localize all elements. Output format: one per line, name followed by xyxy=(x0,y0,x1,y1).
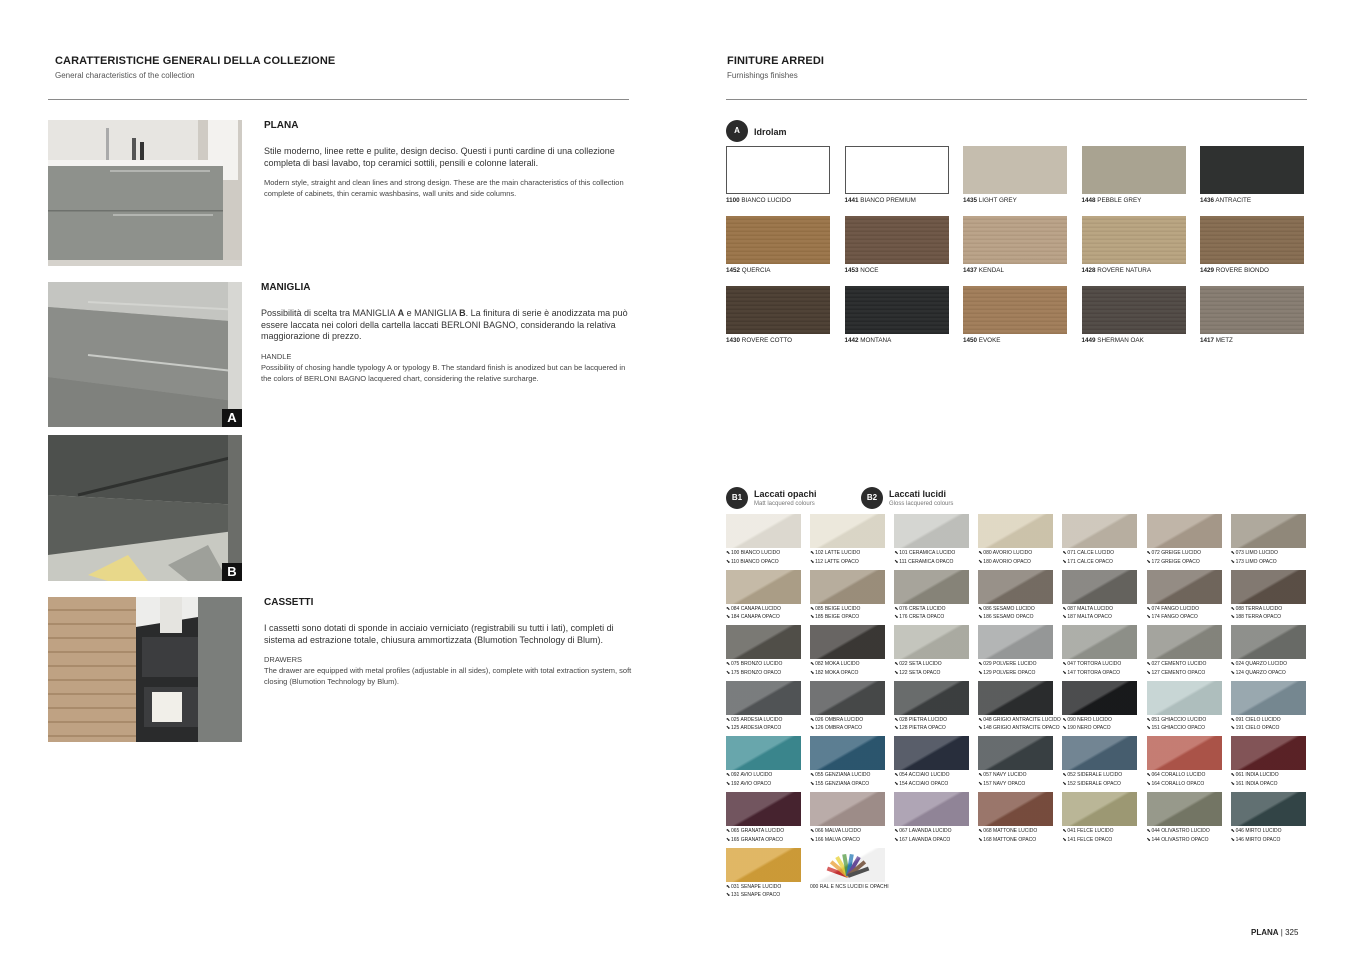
gloss-icon: ⬉ xyxy=(894,716,899,723)
matt-icon: ⬊ xyxy=(894,669,899,676)
handle-a-badge: A xyxy=(222,409,242,427)
laccato-swatch-label: ⬉051 GHIACCIO LUCIDO ⬊151 GHIACCIO OPACO xyxy=(1146,716,1207,732)
laccato-swatch-label: ⬉057 NAVY LUCIDO ⬊157 NAVY OPACO xyxy=(978,772,1027,787)
laccato-swatch-label: ⬉061 INDIA LUCIDO ⬊161 INDIA OPACO xyxy=(1230,772,1279,787)
gloss-icon: ⬉ xyxy=(978,550,983,556)
gloss-icon: ⬉ xyxy=(1146,716,1151,723)
laccato-swatch-label: ⬉088 TERRA LUCIDO ⬊188 TERRA OPACO xyxy=(1230,605,1283,621)
gloss-icon: ⬉ xyxy=(726,772,731,779)
laccato-swatch-label: ⬉024 QUARZO LUCIDO ⬊124 QUARZO OPACO xyxy=(1230,661,1287,676)
matt-icon: ⬊ xyxy=(726,780,731,787)
gloss-icon: ⬉ xyxy=(810,828,815,834)
laccato-swatch xyxy=(978,514,1053,548)
left-divider xyxy=(48,99,629,100)
matt-icon: ⬊ xyxy=(894,780,899,787)
laccato-swatch xyxy=(1231,570,1306,604)
matt-icon: ⬊ xyxy=(1062,614,1067,621)
matt-icon: ⬊ xyxy=(1230,725,1235,732)
idrolam-swatch-label: 1430 ROVERE COTTO xyxy=(726,337,793,344)
maniglia-text-en: HANDLE Possibility of chosing handle typology A or typology B. The standard finish is anodized but can be lacquered in the colors of BERLONI BAGNO lacquered chart, considering the relative surcharge. xyxy=(261,351,626,383)
gloss-icon: ⬉ xyxy=(1146,550,1151,556)
laccato-swatch-label: ⬉076 CRETA LUCIDO ⬊176 CRETA OPACO xyxy=(894,605,946,621)
laccato-swatch xyxy=(1147,570,1222,604)
laccato-swatch xyxy=(894,514,969,548)
gloss-icon: ⬉ xyxy=(726,661,731,668)
gloss-icon: ⬉ xyxy=(1062,661,1067,668)
gloss-icon: ⬉ xyxy=(978,716,983,723)
gloss-icon: ⬉ xyxy=(726,828,731,834)
matt-icon: ⬊ xyxy=(894,558,899,565)
gloss-icon: ⬉ xyxy=(1146,772,1151,779)
gloss-icon: ⬉ xyxy=(978,661,983,668)
laccato-swatch-label: ⬉066 MALVA LUCIDO ⬊166 MALVA OPACO xyxy=(810,828,862,843)
idrolam-swatch-label: 1100 BIANCO LUCIDO xyxy=(726,197,792,204)
matt-icon: ⬊ xyxy=(726,725,731,732)
matt-icon: ⬊ xyxy=(1062,780,1067,787)
idrolam-swatch-label: 1417 METZ xyxy=(1200,337,1233,344)
laccato-swatch-label: ⬉048 GRIGIO ANTRACITE LUCIDO ⬊148 GRIGIO ANTRACITE OPACO xyxy=(978,716,1061,732)
idrolam-swatch-label: 1429 ROVERE BIONDO xyxy=(1200,267,1269,274)
laccato-swatch xyxy=(894,736,969,770)
gloss-icon: ⬉ xyxy=(978,605,983,612)
matt-icon: ⬊ xyxy=(1230,669,1235,676)
gloss-icon: ⬉ xyxy=(1062,772,1067,779)
gloss-icon: ⬉ xyxy=(1062,716,1067,723)
group-b1-badge: B1 xyxy=(726,487,748,509)
laccato-swatch xyxy=(978,625,1053,659)
laccato-swatch-label: ⬉071 CALCE LUCIDO ⬊171 CALCE OPACO xyxy=(1062,550,1115,565)
laccato-swatch xyxy=(810,514,885,548)
laccato-swatch xyxy=(894,681,969,715)
laccato-swatch xyxy=(726,848,801,882)
matt-icon: ⬊ xyxy=(1230,836,1235,843)
laccato-swatch xyxy=(1062,570,1137,604)
idrolam-swatch xyxy=(726,146,830,194)
laccato-swatch-label: ⬉086 SESAMO LUCIDO ⬊186 SESAMO OPACO xyxy=(978,605,1035,621)
gloss-icon: ⬉ xyxy=(810,605,815,612)
gloss-icon: ⬉ xyxy=(726,605,731,612)
idrolam-swatch xyxy=(963,216,1067,264)
ral-ncs-swatch xyxy=(810,848,885,882)
gloss-icon: ⬉ xyxy=(894,661,899,668)
gloss-icon: ⬉ xyxy=(1062,828,1067,834)
handle-b-photo xyxy=(48,435,242,581)
matt-icon: ⬊ xyxy=(726,836,731,843)
laccato-swatch-label: ⬉084 CANAPA LUCIDO ⬊184 CANAPA OPACO xyxy=(726,605,781,621)
laccato-swatch-label: ⬉044 OLIVASTRO LUCIDO ⬊144 OLIVASTRO OPACO xyxy=(1146,828,1210,843)
laccato-swatch-label: ⬉065 GRANATA LUCIDO ⬊165 GRANATA OPACO xyxy=(726,828,785,843)
maniglia-heading: MANIGLIA xyxy=(261,282,311,293)
gloss-icon: ⬉ xyxy=(978,828,983,834)
laccato-swatch xyxy=(1147,681,1222,715)
laccato-swatch-label: ⬉028 PIETRA LUCIDO ⬊128 PIETRA OPACO xyxy=(894,716,947,732)
laccato-swatch xyxy=(810,792,885,826)
idrolam-swatch-label: 1441 BIANCO PREMIUM xyxy=(844,197,916,204)
gloss-icon: ⬉ xyxy=(810,550,815,556)
laccato-swatch xyxy=(1147,625,1222,659)
idrolam-swatch-label: 1452 QUERCIA xyxy=(726,267,771,274)
laccato-swatch-label: ⬉100 BIANCO LUCIDO ⬊110 BIANCO OPACO xyxy=(726,550,781,565)
cassetti-text-en: DRAWERS The drawer are equipped with metal profiles (adjustable in all sides), complete with total extraction system, soft closing (Blumotion Technology by Blum). xyxy=(264,655,632,686)
matt-icon: ⬊ xyxy=(810,558,815,565)
gloss-icon: ⬉ xyxy=(1230,661,1235,668)
group-b2-subtitle: Gloss lacquered colours xyxy=(889,501,954,507)
idrolam-swatch xyxy=(845,146,949,194)
gloss-icon: ⬉ xyxy=(1230,772,1235,779)
matt-icon: ⬊ xyxy=(978,558,983,565)
laccato-swatch xyxy=(726,681,801,715)
handle-b-badge: B xyxy=(222,563,242,581)
idrolam-swatch xyxy=(1200,286,1304,334)
gloss-icon: ⬉ xyxy=(894,605,899,612)
idrolam-swatch-label: 1448 PEBBLE GREY xyxy=(1081,197,1142,204)
matt-icon: ⬊ xyxy=(810,614,815,621)
laccato-swatch-label: ⬉041 FELCE LUCIDO ⬊141 FELCE OPACO xyxy=(1062,828,1114,843)
laccato-swatch-label: ⬉101 CERAMICA LUCIDO ⬊111 CERAMICA OPACO xyxy=(894,550,956,565)
matt-icon: ⬊ xyxy=(810,669,815,676)
maniglia-block xyxy=(261,282,631,384)
matt-icon: ⬊ xyxy=(1146,669,1151,676)
gloss-icon: ⬉ xyxy=(810,661,815,668)
laccato-swatch xyxy=(1062,792,1137,826)
idrolam-swatch xyxy=(845,216,949,264)
laccato-swatch-label: ⬉082 MOKA LUCIDO ⬊182 MOKA OPACO xyxy=(810,661,860,676)
laccato-swatch xyxy=(1231,736,1306,770)
gloss-icon: ⬉ xyxy=(894,772,899,779)
laccato-swatch xyxy=(810,625,885,659)
laccato-swatch xyxy=(1231,792,1306,826)
laccato-swatch xyxy=(1062,681,1137,715)
matt-icon: ⬊ xyxy=(726,558,731,565)
laccato-swatch xyxy=(1231,681,1306,715)
laccato-swatch xyxy=(978,570,1053,604)
gloss-icon: ⬉ xyxy=(1146,828,1151,834)
laccato-swatch xyxy=(726,792,801,826)
gloss-icon: ⬉ xyxy=(1062,550,1067,556)
laccato-swatch-label: ⬉087 MALTA LUCIDO ⬊187 MALTA OPACO xyxy=(1062,605,1114,621)
group-b2-title: Laccati lucidi xyxy=(889,489,947,499)
gloss-icon: ⬉ xyxy=(1146,605,1151,612)
matt-icon: ⬊ xyxy=(1146,725,1151,732)
idrolam-swatch xyxy=(963,286,1067,334)
plana-heading: PLANA xyxy=(264,120,299,131)
matt-icon: ⬊ xyxy=(894,836,899,843)
laccato-swatch-label: ⬉090 NERO LUCIDO ⬊190 NERO OPACO xyxy=(1062,716,1112,732)
matt-icon: ⬊ xyxy=(978,614,983,621)
laccato-swatch-label: ⬉073 LIMO LUCIDO ⬊173 LIMO OPACO xyxy=(1230,550,1278,565)
laccato-swatch xyxy=(726,625,801,659)
matt-icon: ⬊ xyxy=(1146,614,1151,621)
matt-icon: ⬊ xyxy=(894,725,899,732)
idrolam-swatch-label: 1435 LIGHT GREY xyxy=(963,197,1017,204)
laccato-swatch-label: ⬉074 FANGO LUCIDO ⬊174 FANGO OPACO xyxy=(1146,605,1200,621)
laccato-swatch xyxy=(1062,736,1137,770)
gloss-icon: ⬉ xyxy=(1062,605,1067,612)
gloss-icon: ⬉ xyxy=(894,550,899,556)
idrolam-swatch xyxy=(1082,286,1186,334)
laccato-swatch-label: ⬉026 OMBRA LUCIDO ⬊126 OMBRA OPACO xyxy=(810,716,864,732)
cassetti-photo xyxy=(48,597,242,742)
group-a-badge: A xyxy=(726,120,748,142)
laccato-swatch-label: ⬉025 ARDESIA LUCIDO ⬊125 ARDESIA OPACO xyxy=(726,716,783,732)
laccato-swatch-label: ⬉031 SENAPE LUCIDO ⬊131 SENAPE OPACO xyxy=(726,883,782,899)
laccato-swatch xyxy=(726,736,801,770)
gloss-icon: ⬉ xyxy=(726,716,731,723)
matt-icon: ⬊ xyxy=(1146,780,1151,787)
laccato-swatch xyxy=(726,514,801,548)
idrolam-swatch-label: 1449 SHERMAN OAK xyxy=(1081,337,1144,344)
left-section-subtitle: General characteristics of the collection xyxy=(55,71,195,80)
laccato-swatch xyxy=(978,736,1053,770)
idrolam-swatch xyxy=(1082,146,1186,194)
gloss-icon: ⬉ xyxy=(1146,661,1151,668)
cassetti-text-it: I cassetti sono dotati di sponde in acciaio verniciato (registrabili su tutti i lati), completi di sistema ad estrazione totale, chiusura ammortizzata (Blumotion Technology di Blum). xyxy=(264,623,614,645)
ral-ncs-label: 000 RAL E NCS LUCIDI E OPACHI xyxy=(810,884,889,890)
laccato-swatch xyxy=(1062,625,1137,659)
matt-icon: ⬊ xyxy=(726,614,731,621)
plana-photo xyxy=(48,120,242,266)
laccato-swatch xyxy=(978,681,1053,715)
matt-icon: ⬊ xyxy=(1230,558,1235,565)
group-b1-subtitle: Matt lacquered colours xyxy=(754,501,815,507)
matt-icon: ⬊ xyxy=(810,836,815,843)
laccato-swatch-label: ⬉047 TORTORA LUCIDO ⬊147 TORTORA OPACO xyxy=(1062,661,1122,676)
right-section-title: FINITURE ARREDI xyxy=(727,55,825,67)
matt-icon: ⬊ xyxy=(1230,780,1235,787)
plana-text-en: Modern style, straight and clean lines and strong design. These are the main characteristics of this collection complete of cabinets, thin ceramic washbasins, wall units and side columns. xyxy=(264,178,624,198)
laccato-swatch xyxy=(894,570,969,604)
idrolam-swatch xyxy=(963,146,1067,194)
laccato-swatch-label: ⬉085 BEIGE LUCIDO ⬊185 BEIGE OPACO xyxy=(810,605,861,621)
matt-icon: ⬊ xyxy=(1230,614,1235,621)
laccato-swatch xyxy=(810,570,885,604)
laccato-swatch-label: ⬉072 GREIGE LUCIDO ⬊172 GREIGE OPACO xyxy=(1146,550,1201,565)
matt-icon: ⬊ xyxy=(1146,836,1151,843)
matt-icon: ⬊ xyxy=(1146,558,1151,565)
laccato-swatch-label: ⬉102 LATTE LUCIDO ⬊112 LATTE OPACO xyxy=(810,550,861,565)
maniglia-text-it: Possibilità di scelta tra MANIGLIA A e MANIGLIA B. La finitura di serie è anodizzata ma può essere laccata nei colori della cartella laccati BERLONI BAGNO, considerando la relativa maggiorazione di prezzo. xyxy=(261,308,628,341)
page-folio: PLANA | 325 xyxy=(1251,928,1299,937)
plana-block xyxy=(264,120,634,199)
plana-text-it: Stile moderno, linee rette e pulite, design deciso. Questi i punti cardine di una collezione completa di basi lavabo, top ceramici sottili, pensili e colonne laterali. xyxy=(264,146,615,168)
laccato-swatch xyxy=(810,681,885,715)
gloss-icon: ⬉ xyxy=(1230,828,1235,834)
idrolam-swatch-label: 1436 ANTRACITE xyxy=(1200,197,1252,204)
idrolam-swatch-label: 1453 NOCE xyxy=(844,267,879,274)
idrolam-swatch xyxy=(726,286,830,334)
right-section-subtitle: Furnishings finishes xyxy=(727,71,798,80)
laccato-swatch xyxy=(726,570,801,604)
idrolam-swatch-label: 1450 EVOKE xyxy=(963,337,1001,344)
idrolam-swatch-label: 1442 MONTANA xyxy=(844,337,892,344)
matt-icon: ⬊ xyxy=(1062,836,1067,843)
laccato-swatch xyxy=(1147,514,1222,548)
laccato-swatch-label: ⬉054 ACCIAIO LUCIDO ⬊154 ACCIAIO OPACO xyxy=(894,772,950,787)
gloss-icon: ⬉ xyxy=(894,828,899,834)
laccato-swatch-label: ⬉091 CIELO LUCIDO ⬊191 CIELO OPACO xyxy=(1230,716,1281,732)
right-divider xyxy=(726,99,1307,100)
laccato-swatch-label: ⬉080 AVORIO LUCIDO ⬊180 AVORIO OPACO xyxy=(978,550,1033,565)
matt-icon: ⬊ xyxy=(810,725,815,732)
gloss-icon: ⬉ xyxy=(1230,550,1235,556)
laccato-swatch-label: ⬉052 SIDERALE LUCIDO ⬊152 SIDERALE OPACO xyxy=(1062,772,1123,787)
laccato-swatch-label: ⬉022 SETA LUCIDO ⬊122 SETA OPACO xyxy=(894,661,942,676)
idrolam-swatch xyxy=(726,216,830,264)
laccato-swatch-label: ⬉064 CORALLO LUCIDO ⬊164 CORALLO OPACO xyxy=(1146,772,1206,787)
gloss-icon: ⬉ xyxy=(810,772,815,779)
idrolam-swatch xyxy=(1200,216,1304,264)
laccato-swatch xyxy=(894,625,969,659)
handle-a-photo xyxy=(48,282,242,427)
gloss-icon: ⬉ xyxy=(1230,605,1235,612)
laccato-swatch xyxy=(1231,625,1306,659)
matt-icon: ⬊ xyxy=(726,669,731,676)
gloss-icon: ⬉ xyxy=(810,716,815,723)
group-a-title: Idrolam xyxy=(754,127,787,137)
idrolam-swatch xyxy=(1200,146,1304,194)
laccato-swatch xyxy=(1147,736,1222,770)
cassetti-heading: CASSETTI xyxy=(264,597,314,608)
laccato-swatch-label: ⬉067 LAVANDA LUCIDO ⬊167 LAVANDA OPACO xyxy=(894,828,952,843)
laccato-swatch-label: ⬉055 GENZIANA LUCIDO ⬊155 GENZIANA OPACO xyxy=(810,772,871,787)
group-b1-title: Laccati opachi xyxy=(754,489,817,499)
laccato-swatch-label: ⬉046 MIRTO LUCIDO ⬊146 MIRTO OPACO xyxy=(1230,828,1282,843)
matt-icon: ⬊ xyxy=(978,725,983,732)
laccato-swatch xyxy=(1062,514,1137,548)
matt-icon: ⬊ xyxy=(810,780,815,787)
matt-icon: ⬊ xyxy=(726,892,731,899)
laccato-swatch-label: ⬉075 BRONZO LUCIDO ⬊175 BRONZO OPACO xyxy=(726,661,783,676)
matt-icon: ⬊ xyxy=(978,780,983,787)
laccato-swatch-label: ⬉027 CEMENTO LUCIDO ⬊127 CEMENTO OPACO xyxy=(1146,661,1207,676)
idrolam-swatch xyxy=(845,286,949,334)
laccato-swatch xyxy=(894,792,969,826)
laccato-swatch-label: ⬉029 POLVERE LUCIDO ⬊129 POLVERE OPACO xyxy=(978,661,1037,676)
matt-icon: ⬊ xyxy=(894,614,899,621)
laccato-swatch xyxy=(978,792,1053,826)
laccato-swatch-label: ⬉092 AVIO LUCIDO ⬊192 AVIO OPACO xyxy=(726,772,773,787)
matt-icon: ⬊ xyxy=(978,669,983,676)
matt-icon: ⬊ xyxy=(1062,725,1067,732)
matt-icon: ⬊ xyxy=(1062,669,1067,676)
gloss-icon: ⬉ xyxy=(726,550,731,556)
cassetti-block xyxy=(264,597,634,687)
idrolam-swatch-label: 1437 KENDAL xyxy=(963,267,1004,274)
gloss-icon: ⬉ xyxy=(978,772,983,779)
left-section-title: CARATTERISTICHE GENERALI DELLA COLLEZIONE xyxy=(55,55,336,67)
laccato-swatch xyxy=(1231,514,1306,548)
laccato-swatch xyxy=(1147,792,1222,826)
matt-icon: ⬊ xyxy=(1062,558,1067,565)
laccato-swatch xyxy=(810,736,885,770)
idrolam-swatch xyxy=(1082,216,1186,264)
gloss-icon: ⬉ xyxy=(726,883,731,890)
laccato-swatch-label: ⬉068 MATTONE LUCIDO ⬊168 MATTONE OPACO xyxy=(978,828,1038,843)
matt-icon: ⬊ xyxy=(978,836,983,843)
gloss-icon: ⬉ xyxy=(1230,716,1235,723)
idrolam-swatch-label: 1428 ROVERE NATURA xyxy=(1081,267,1152,274)
group-b2-badge: B2 xyxy=(861,487,883,509)
